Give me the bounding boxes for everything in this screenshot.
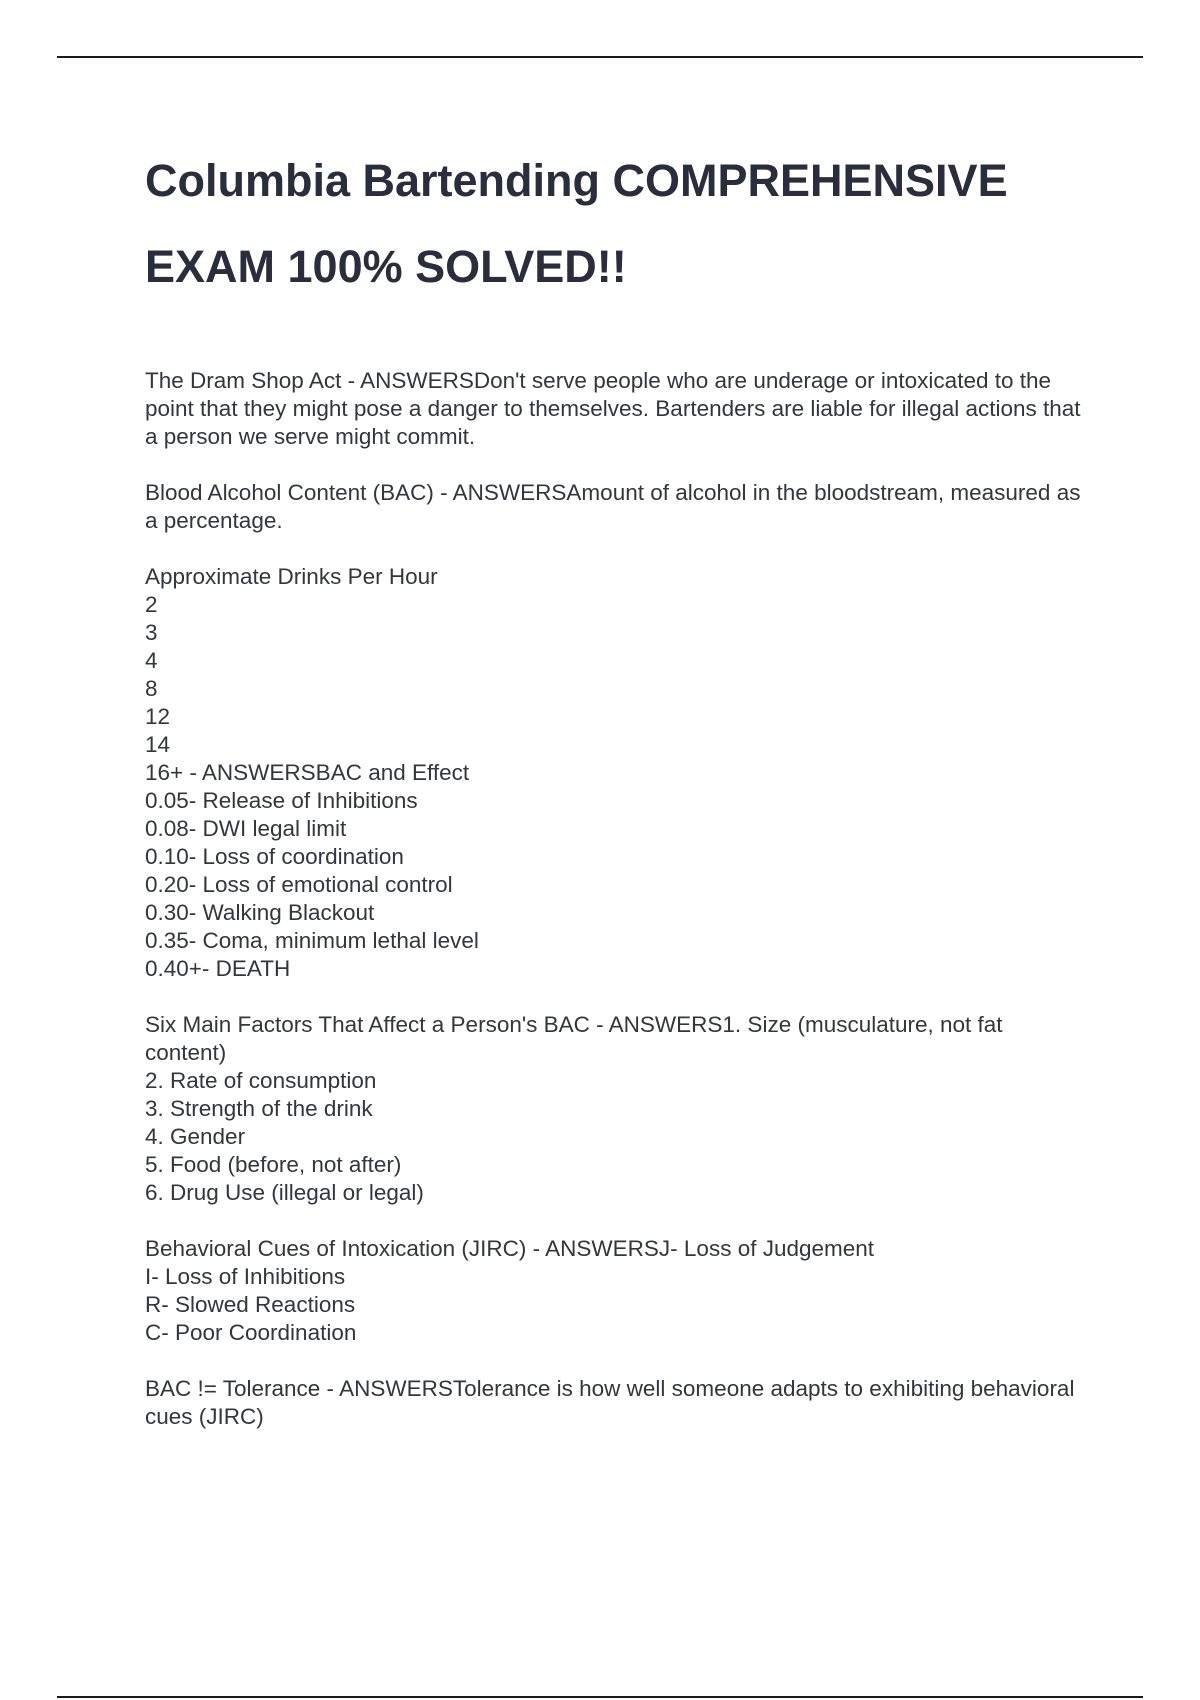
entry-line: Approximate Drinks Per Hour bbox=[145, 564, 438, 589]
entry-line: 0.05- Release of Inhibitions bbox=[145, 788, 418, 813]
document-body bbox=[145, 367, 1090, 1459]
entry-line: R- Slowed Reactions bbox=[145, 1292, 356, 1317]
entry-line: 6. Drug Use (illegal or legal) bbox=[145, 1180, 424, 1205]
entry-line: 0.10- Loss of coordination bbox=[145, 844, 404, 869]
entry-line: 2 bbox=[145, 592, 158, 617]
entry-line: 0.08- DWI legal limit bbox=[145, 816, 347, 841]
entry-line: Six Main Factors That Affect a Person's BAC - ANSWERS1. Size (musculature, not fat content) bbox=[145, 1012, 1003, 1065]
entry-blood-alcohol-content bbox=[145, 479, 1090, 535]
entry-line: 0.35- Coma, minimum lethal level bbox=[145, 928, 479, 953]
entry-six-main-factors bbox=[145, 1011, 1090, 1207]
entry-dram-shop-act bbox=[145, 367, 1090, 451]
entry-line: 0.30- Walking Blackout bbox=[145, 900, 375, 925]
entry-line: 0.40+- DEATH bbox=[145, 956, 291, 981]
entry-line: 4 bbox=[145, 648, 158, 673]
entry-line: 2. Rate of consumption bbox=[145, 1068, 377, 1093]
entry-line: 5. Food (before, not after) bbox=[145, 1152, 402, 1177]
entry-line: BAC != Tolerance - ANSWERSTolerance is how well someone adapts to exhibiting behavioral cues (JIRC) bbox=[145, 1376, 1075, 1429]
entry-line: 3. Strength of the drink bbox=[145, 1096, 373, 1121]
entry-line: Blood Alcohol Content (BAC) - ANSWERSAmount of alcohol in the bloodstream, measured as a percentage. bbox=[145, 480, 1081, 533]
document-title: Columbia Bartending COMPREHENSIVE EXAM 100% SOLVED!! bbox=[145, 155, 1008, 292]
entry-line: 16+ - ANSWERSBAC and Effect bbox=[145, 760, 470, 785]
entry-line: C- Poor Coordination bbox=[145, 1320, 357, 1345]
bottom-rule bbox=[57, 1696, 1143, 1698]
entry-drinks-per-hour bbox=[145, 563, 1090, 983]
entry-behavioral-cues bbox=[145, 1235, 1090, 1347]
entry-line: 4. Gender bbox=[145, 1124, 246, 1149]
entry-line: The Dram Shop Act - ANSWERSDon't serve people who are underage or intoxicated to the point that they might pose a danger to themselves. Bartenders are liable for illegal actions that a person we serve might commit. bbox=[145, 368, 1081, 449]
entry-bac-tolerance bbox=[145, 1375, 1090, 1431]
top-rule bbox=[57, 56, 1143, 58]
entry-line: 0.20- Loss of emotional control bbox=[145, 872, 453, 897]
entry-line: 8 bbox=[145, 676, 158, 701]
entry-line: 12 bbox=[145, 704, 171, 729]
entry-line: 3 bbox=[145, 620, 158, 645]
entry-line: I- Loss of Inhibitions bbox=[145, 1264, 346, 1289]
entry-line: 14 bbox=[145, 732, 171, 757]
entry-line: Behavioral Cues of Intoxication (JIRC) - ANSWERSJ- Loss of Judgement bbox=[145, 1236, 875, 1261]
